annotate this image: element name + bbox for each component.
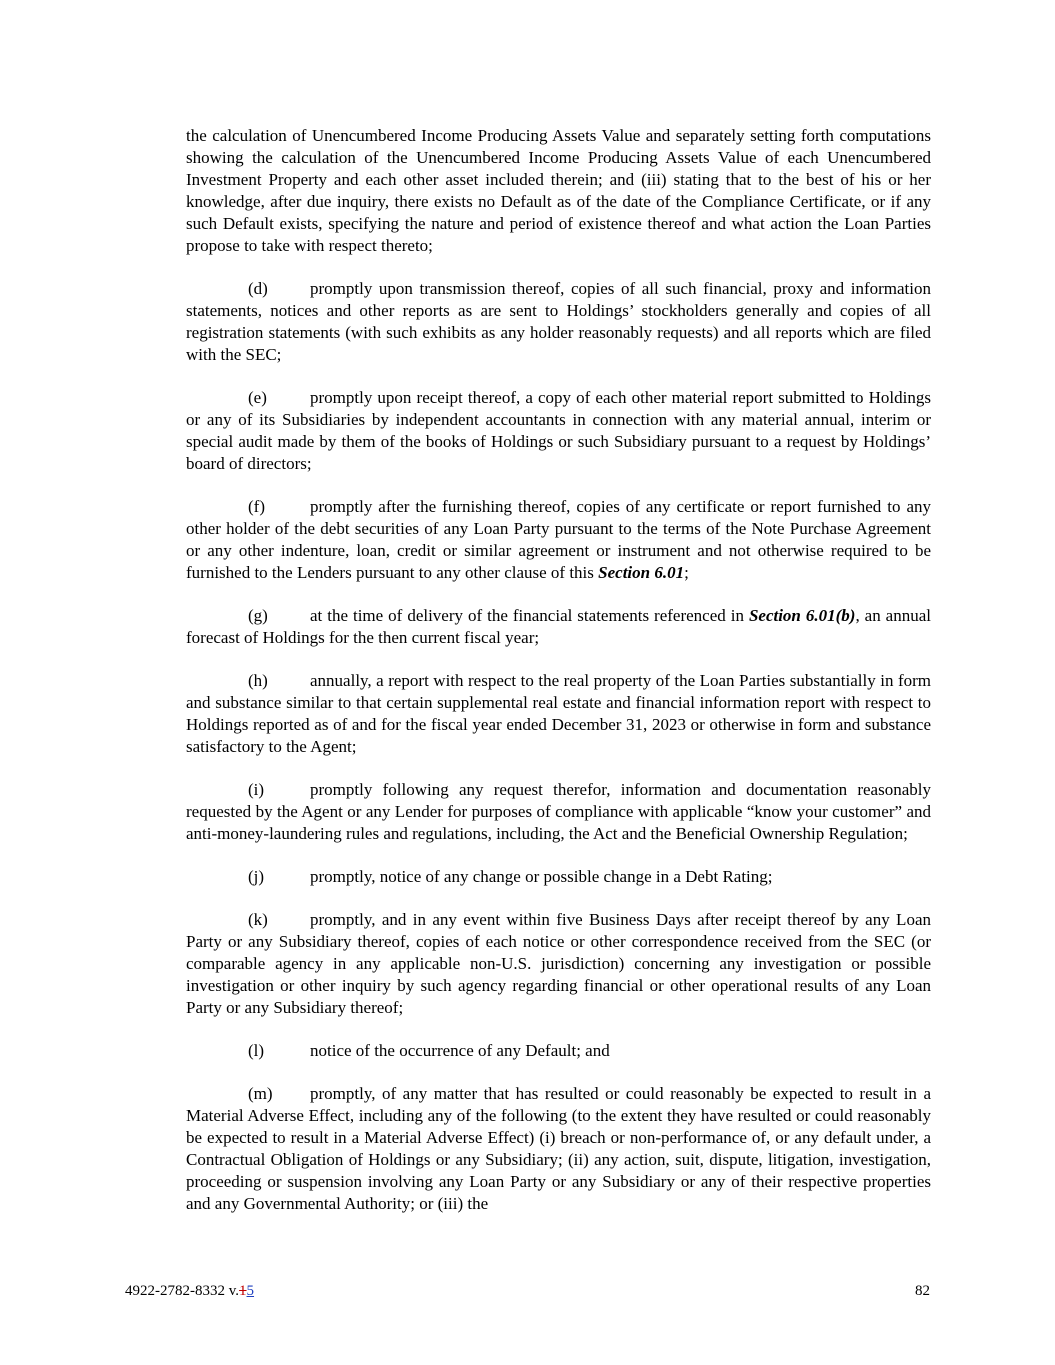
paragraph-e — [186, 387, 931, 475]
paragraph-g — [186, 605, 931, 649]
version-inserted: 5 — [246, 1283, 255, 1299]
item-text-tail: , an annual forecast of Holdings for the then current fiscal year; — [186, 606, 931, 647]
item-text: promptly upon transmission thereof, copies of all such financial, proxy and information statements, notices and other reports as are sent to Holdings’ stockholders generally and copies of all registration statements (with such exhibits as any holder reasonably requests) and all reports which are filed with the SEC; — [186, 279, 931, 364]
item-text: annually, a report with respect to the real property of the Loan Parties substantially in form and substance similar to that certain supplemental real estate and financial information report with respect to Holdings reported as of and for the fiscal year ended December 31, 2023 or otherwise in form and substance satisfactory to the Agent; — [186, 671, 931, 756]
document-id-prefix: 4922-2782-8332 v. — [125, 1283, 240, 1299]
paragraph-k — [186, 909, 931, 1019]
item-label: (m) — [248, 1084, 273, 1103]
item-label: (e) — [248, 388, 267, 407]
item-label: (l) — [248, 1041, 265, 1060]
version-deleted: 1 — [239, 1283, 247, 1299]
paragraph-h — [186, 670, 931, 758]
paragraph-i — [186, 779, 931, 845]
item-text: promptly upon receipt thereof, a copy of each other material report submitted to Holdings or any of its Subsidiaries by independent accountants in connection with any material annual, interim or special audit made by them of the books of Holdings or such Subsidiary pursuant to a request by Holdings’ board of directors; — [186, 388, 931, 473]
paragraph-d — [186, 278, 931, 366]
document-body — [186, 125, 931, 1236]
paragraph-m — [186, 1083, 931, 1215]
section-reference: Section 6.01(b) — [748, 606, 856, 625]
item-label: (h) — [248, 671, 268, 690]
item-label: (j) — [248, 867, 265, 886]
paragraph-j — [186, 866, 931, 888]
section-reference: Section 6.01 — [598, 563, 685, 582]
item-text-tail: ; — [684, 563, 689, 582]
item-label: (g) — [248, 606, 268, 625]
item-label: (f) — [248, 497, 265, 516]
item-label: (k) — [248, 910, 268, 929]
item-text: promptly after the furnishing thereof, copies of any certificate or report furnished to any other holder of the debt securities of any Loan Party pursuant to the terms of the Note Purchase Agreement or any other indenture, loan, credit or similar agreement or instrument and not otherwise required to be furnished to the Lenders pursuant to any other clause of this — [186, 497, 931, 582]
paragraph-f — [186, 496, 931, 584]
item-text: notice of the occurrence of any Default; and — [310, 1041, 610, 1060]
paragraph-l — [186, 1040, 931, 1062]
item-text: at the time of delivery of the financial statements referenced in — [310, 606, 749, 625]
paragraph-c-continued: the calculation of Unencumbered Income Producing Assets Value and separately setting forth computations showing the calculation of the Unencumbered Income Producing Assets Value of each Unencumbered Investment Property and each other asset included therein; and (iii) stating that to the best of his or her knowledge, after due inquiry, there exists no Default as of the date of the Compliance Certificate, or if any such Default exists, specifying the nature and period of existence thereof and what action the Loan Parties propose to take with respect thereto; — [186, 126, 931, 255]
item-label: (i) — [248, 780, 265, 799]
item-label: (d) — [248, 279, 268, 298]
item-text: promptly following any request therefor, information and documentation reasonably requested by the Agent or any Lender for purposes of compliance with applicable “know your customer” and anti-money-laundering rules and regulations, including, the Act and the Beneficial Ownership Regulation; — [186, 780, 931, 843]
item-text: promptly, of any matter that has resulted or could reasonably be expected to result in a Material Adverse Effect, including any of the following (to the extent they have resulted or could reasonably be expected to result in a Material Adverse Effect) (i) breach or non-performance of, or any default under, a Contractual Obligation of Holdings or any Subsidiary; (ii) any action, suit, dispute, litigation, investigation, proceeding or suspension involving any Loan Party or any Subsidiary or any of their respective properties and any Governmental Authority; or (iii) the — [186, 1084, 931, 1213]
item-text: promptly, notice of any change or possible change in a Debt Rating; — [310, 867, 773, 886]
document-id — [125, 1283, 254, 1300]
item-text: promptly, and in any event within five Business Days after receipt thereof by any Loan Party or any Subsidiary thereof, copies of each notice or other correspondence received from the SEC (or comparable agency in any applicable non-U.S. jurisdiction) concerning any investigation or possible investigation or other inquiry by such agency regarding financial or other operational results of any Loan Party or any Subsidiary thereof; — [186, 910, 931, 1017]
page-number: 82 — [915, 1283, 930, 1299]
